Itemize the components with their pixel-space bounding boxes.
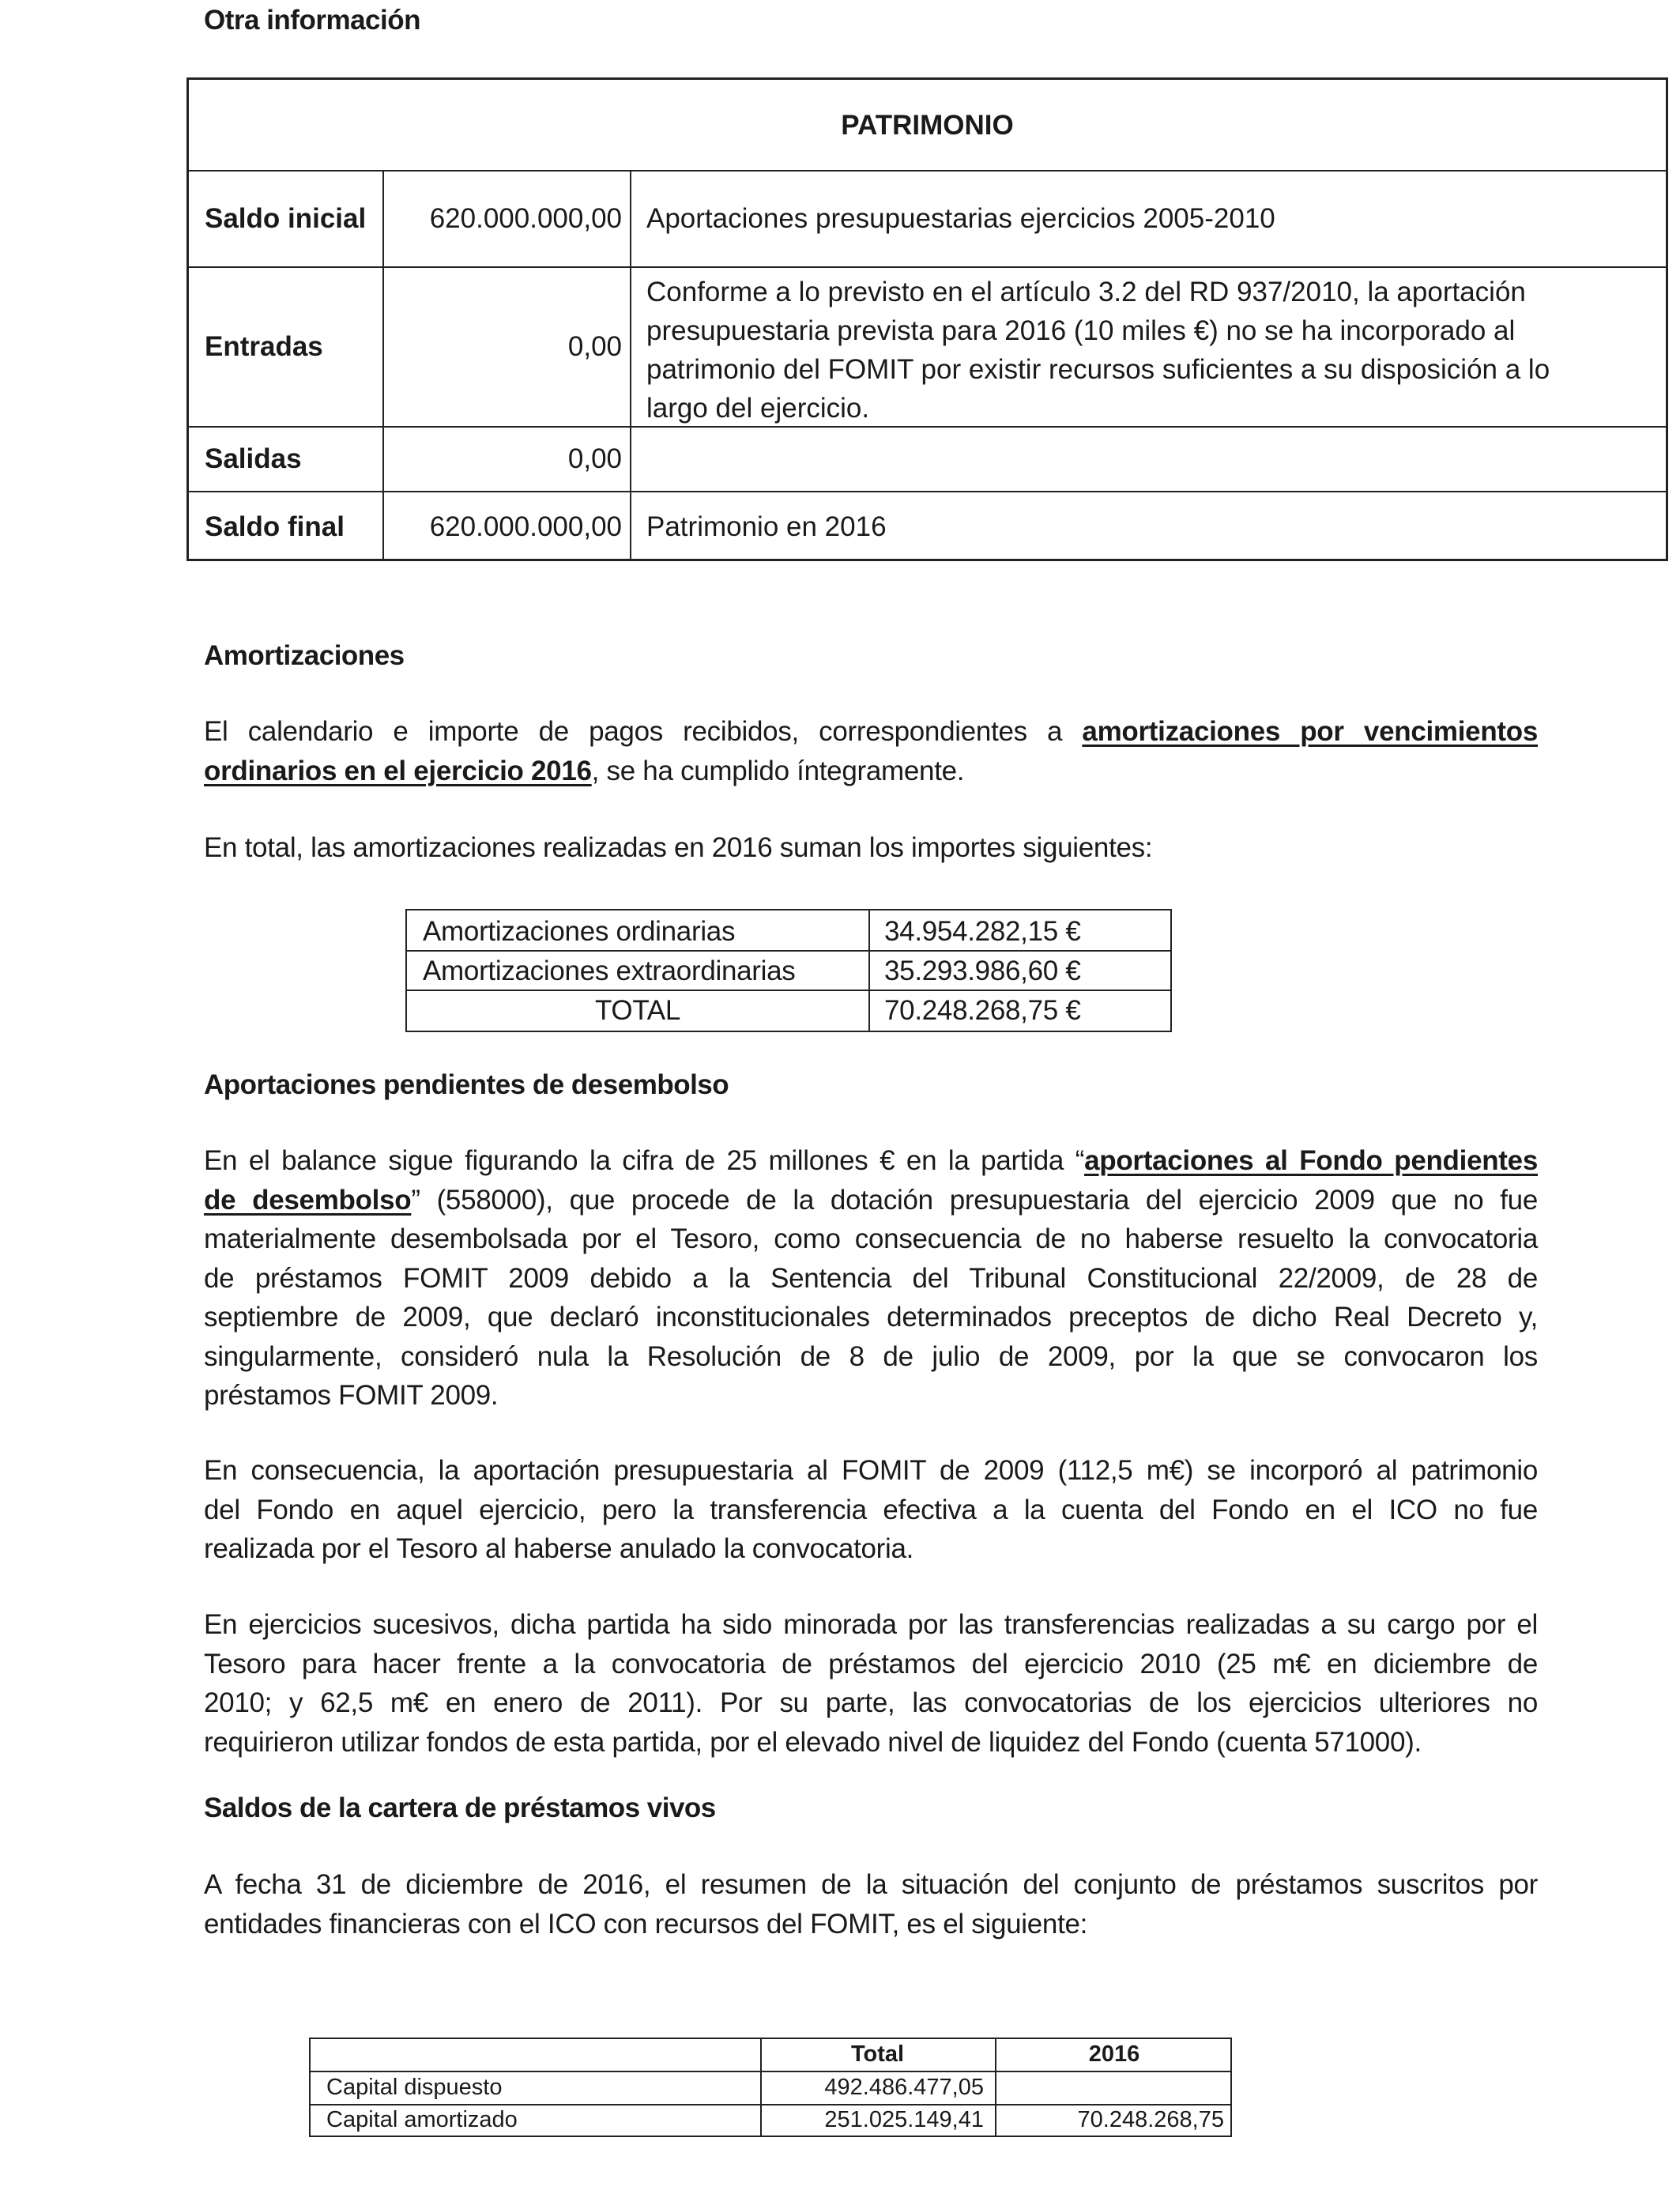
section-heading-aportaciones: Aportaciones pendientes de desembolso [204,1069,729,1100]
row-label-saldo-final: Saldo final [205,511,345,542]
cartera-total-amortizado: 251.025.149,41 [824,2107,984,2132]
row-desc-entradas: Conforme a lo previsto en el artículo 3.2 del RD 937/2010, la aportación presupuestaria prevista para 2016 (10 miles €) no se ha incorporado al patrimonio del FOMIT por existir recursos suficientes a su disposición a lo largo del ejercicio. [646,277,1550,424]
amort-value-ordinarias: 34.954.282,15 € [884,916,1081,947]
cartera-header-total: Total [850,2041,905,2067]
amort-label-total: TOTAL [594,995,681,1026]
cartera-header-2016: 2016 [1088,2041,1140,2067]
row-label-saldo-inicial: Saldo inicial [205,203,367,234]
cartera-label-dispuesto: Capital dispuesto [326,2075,503,2100]
row-value-salidas: 0,00 [567,443,622,474]
row-label-salidas: Salidas [205,443,302,474]
amort-value-total: 70.248.268,75 € [884,995,1081,1026]
cartera-2016-amortizado: 70.248.268,75 [1077,2107,1224,2132]
row-value-saldo-inicial: 620.000.000,00 [429,203,622,234]
section-heading-amortizaciones: Amortizaciones [204,640,405,671]
section-heading-otra-informacion: Otra información [204,5,420,36]
cartera-table [309,2038,1232,2137]
patrimonio-title: PATRIMONIO [841,110,1014,141]
row-value-entradas: 0,00 [567,331,622,362]
amort-label-extraordinarias: Amortizaciones extraordinarias [423,956,796,986]
patrimonio-table [186,77,1668,561]
aportaciones-paragraph-1: En el balance sigue figurando la cifra de 25 millones € en la partida “aportaciones al Fondo pendientes de desembolso” (558000), que procede de la dotación presupuestaria del ejercicio 2009 que no fue materialmente desembolsada por el Tesoro, como consecuencia de no haberse resuelto la convocatoria de préstamos FOMIT 2009 debido a la Sentencia del Tribunal Constitucional 22/2009, de 28 de septiembre de 2009, que declaró inconstitucionales determinados preceptos de dicho Real Decreto y, singularmente, consideró nula la Resolución de 8 de julio de 2009, por la que se convocaron los préstamos FOMIT 2009. [204,1145,1538,1411]
cartera-total-dispuesto: 492.486.477,05 [824,2075,984,2100]
row-label-entradas: Entradas [205,331,323,362]
row-desc-saldo-inicial: Aportaciones presupuestarias ejercicios 2005-2010 [646,203,1275,234]
amortizaciones-paragraph-2: En total, las amortizaciones realizadas en 2016 suman los importes siguientes: [204,832,1153,863]
amort-value-extraordinarias: 35.293.986,60 € [884,956,1081,986]
saldos-paragraph-1: A fecha 31 de diciembre de 2016, el resumen de la situación del conjunto de préstamos suscritos por entidades financieras con el ICO con recursos del FOMIT, es el siguiente: [204,1869,1538,1940]
aportaciones-paragraph-2: En consecuencia, la aportación presupuestaria al FOMIT de 2009 (112,5 m€) se incorporó al patrimonio del Fondo en aquel ejercicio, pero la transferencia efectiva a la cuenta del Fondo en el ICO no fue realizada por el Tesoro al haberse anulado la convocatoria. [204,1455,1538,1564]
amortizaciones-paragraph-1: El calendario e importe de pagos recibidos, correspondientes a amortizaciones por vencimientos ordinarios en el ejercicio 2016, se ha cumplido íntegramente. [204,716,1538,786]
aportaciones-paragraph-3: En ejercicios sucesivos, dicha partida ha sido minorada por las transferencias realizadas a su cargo por el Tesoro para hacer frente a la convocatoria de préstamos del ejercicio 2010 (25 m€ en diciembre de 2010; y 62,5 m€ en enero de 2011). Por su parte, las convocatorias de los ejercicios ulteriores no requirieron utilizar fondos de esta partida, por el elevado nivel de liquidez del Fondo (cuenta 571000). [204,1609,1538,1758]
section-heading-saldos: Saldos de la cartera de préstamos vivos [204,1793,716,1823]
amort-label-ordinarias: Amortizaciones ordinarias [423,916,736,947]
amortizaciones-table [405,909,1172,1032]
row-value-saldo-final: 620.000.000,00 [429,511,622,542]
cartera-label-amortizado: Capital amortizado [326,2107,518,2132]
row-desc-saldo-final: Patrimonio en 2016 [646,511,887,542]
